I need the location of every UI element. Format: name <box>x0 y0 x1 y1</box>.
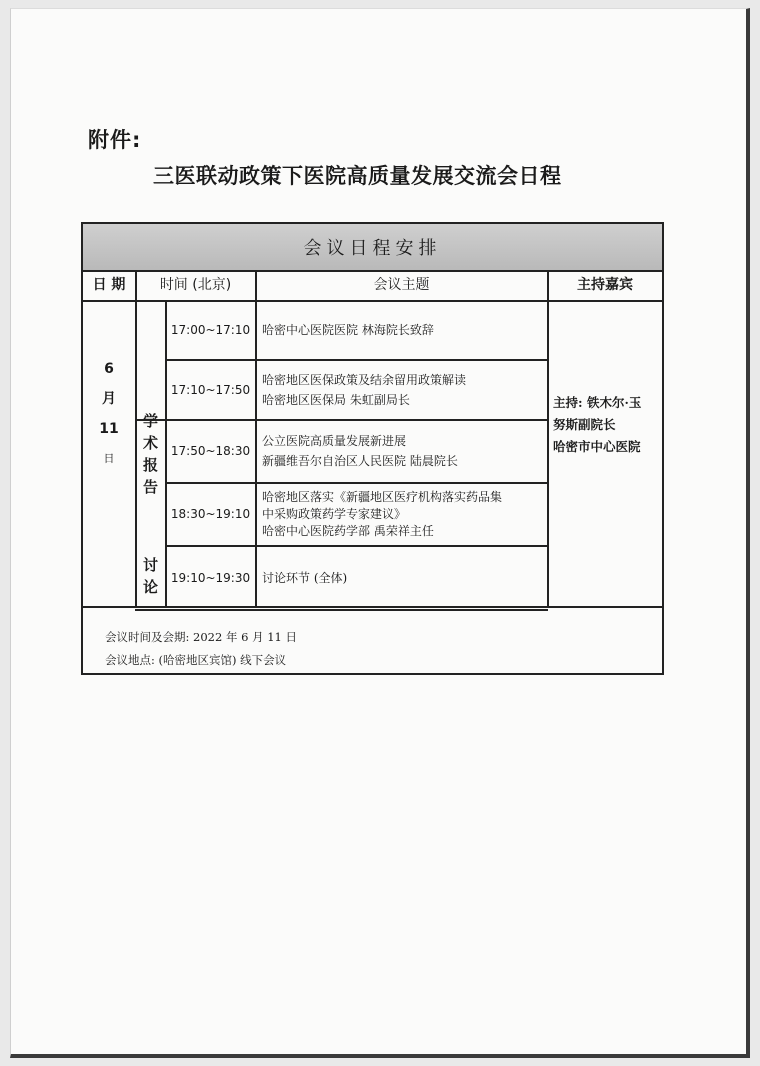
section-char: 告 <box>142 478 158 496</box>
topic-cell <box>256 301 547 359</box>
topic-line: 哈密地区医保局 朱虹副局长 <box>262 392 410 407</box>
section-academic-report <box>136 410 165 498</box>
time-cell: 17:10~17:50 <box>170 382 251 397</box>
meeting-date: 会议时间及会期: 2022 年 6 月 11 日 <box>105 630 298 644</box>
section-char: 讨 <box>142 556 158 574</box>
section-char: 论 <box>142 578 158 596</box>
topic-line: 哈密地区医保政策及结余留用政策解读 <box>262 372 467 387</box>
time-cell: 18:30~19:10 <box>170 507 251 521</box>
topic-cell <box>256 483 547 545</box>
schedule-footer <box>105 626 297 672</box>
topic-line: 新疆维吾尔自治区人民医院 陆晨院长 <box>262 454 458 468</box>
date-char: 月 <box>102 391 116 407</box>
time-cell: 19:10~19:30 <box>170 570 251 585</box>
host-line: 主持: 铁木尔·玉 <box>553 395 642 410</box>
row-rule <box>135 609 548 611</box>
column-header-host: 主持嘉宾 <box>577 277 633 293</box>
schedule-grid <box>83 224 662 673</box>
column-header-time: 时间 (北京) <box>159 277 232 293</box>
section-char: 术 <box>142 434 158 452</box>
topic-line: 公立医院高质量发展新进展 <box>262 434 407 448</box>
topic-line: 哈密中心医院医院 林海院长致辞 <box>262 323 434 337</box>
topic-cell <box>256 546 547 609</box>
date-char: 日 <box>103 452 115 465</box>
host-cell <box>553 392 661 458</box>
host-line: 哈密市中心医院 <box>553 439 641 454</box>
column-header-topic: 会议主题 <box>373 277 430 293</box>
attachment-label: 附件: <box>88 128 142 152</box>
column-header-date: 日 期 <box>92 277 126 293</box>
date-char: 6 <box>104 361 114 377</box>
section-char: 报 <box>142 456 158 474</box>
topic-line: 讨论环节 (全体) <box>262 570 348 585</box>
document-title: 三医联动政策下医院高质量发展交流会日程 <box>153 164 562 188</box>
date-char: 11 <box>99 421 119 437</box>
topic-cell <box>256 360 547 419</box>
time-cell: 17:00~17:10 <box>170 323 251 337</box>
section-char: 学 <box>142 412 158 430</box>
topic-line: 哈密中心医院药学部 禹荣祥主任 <box>262 523 434 538</box>
time-cell: 17:50~18:30 <box>170 444 251 458</box>
topic-line: 中采购政策药学专家建议》 <box>262 506 407 521</box>
col-rule <box>547 270 549 607</box>
meeting-location: 会议地点: (哈密地区宾馆) 线下会议 <box>105 653 287 667</box>
schedule-table <box>81 222 664 675</box>
topic-cell <box>256 420 547 482</box>
date-cell <box>83 354 135 474</box>
host-line: 努斯副院长 <box>553 417 616 432</box>
section-discussion <box>136 554 165 598</box>
topic-line: 哈密地区落实《新疆地区医疗机构落实药品集 <box>262 489 503 504</box>
schedule-banner: 会议日程安排 <box>83 224 662 272</box>
